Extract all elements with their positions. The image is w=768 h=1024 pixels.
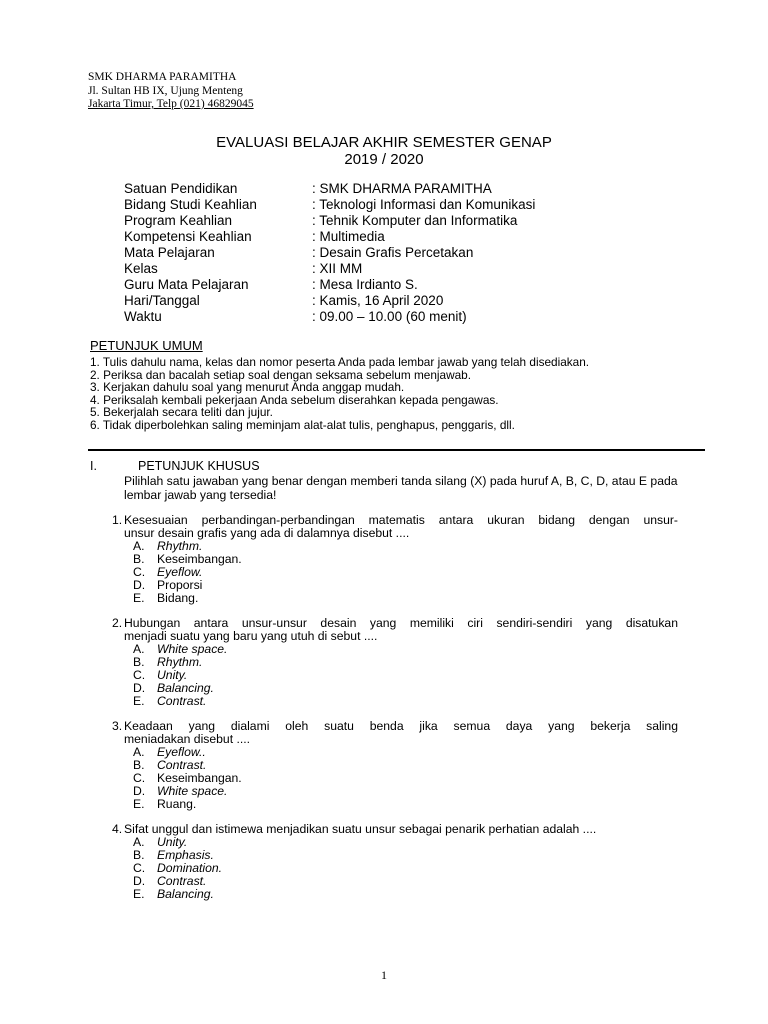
info-value: : Kamis, 16 April 2020 — [312, 293, 444, 308]
option-text: Eyeflow.. — [157, 745, 206, 759]
option-letter: B. — [133, 757, 145, 772]
question-text: meniadakan disebut .... — [124, 732, 251, 746]
answer-option — [112, 746, 678, 759]
option-text: Keseimbangan. — [157, 551, 242, 566]
school-address-street: Jl. Sultan HB IX, Ujung Menteng — [88, 84, 243, 97]
info-label: Bidang Studi Keahlian — [124, 197, 257, 212]
option-text: White space. — [157, 783, 228, 798]
question-1 — [112, 514, 678, 604]
option-text: Rhythm. — [157, 539, 203, 553]
question-text-line — [112, 823, 678, 836]
section-divider — [88, 449, 705, 451]
option-text: Rhythm. — [157, 654, 203, 669]
general-instruction-item: 2. Periksa dan bacalah setiap soal dengan seksama sebelum menjawab. — [90, 367, 472, 382]
general-instruction-item: 1. Tulis dahulu nama, kelas dan nomor peserta Anda pada lembar jawab yang telah disediakan. — [90, 355, 590, 369]
info-value: : Mesa Irdianto S. — [312, 277, 418, 292]
question-text: Hubungan antara unsur-unsur desain yang memiliki ciri sendiri-sendiri yang disatukan — [124, 616, 678, 630]
answer-option — [112, 798, 678, 811]
option-text: Contrast. — [157, 693, 207, 708]
option-letter: C. — [133, 860, 146, 875]
option-letter: C. — [133, 770, 146, 785]
question-number: 2. — [112, 616, 123, 630]
option-letter: D. — [133, 783, 146, 798]
question-number: 1. — [112, 513, 123, 527]
option-text: Bidang. — [157, 590, 199, 605]
special-instructions-text: Pilihlah satu jawaban yang benar dengan memberi tanda silang (X) pada huruf A, B, C, D, atau E pada lembar jawab yang tersedia! — [124, 474, 678, 502]
question-2 — [112, 617, 678, 707]
answer-option — [112, 888, 678, 901]
answer-option — [112, 785, 678, 798]
info-label: Kelas — [124, 261, 158, 276]
exam-year: 2019 / 2020 — [344, 151, 424, 168]
option-letter: B. — [133, 551, 145, 566]
info-label: Waktu — [124, 309, 162, 324]
answer-option — [112, 592, 678, 605]
info-value: : Teknologi Informasi dan Komunikasi — [312, 197, 536, 212]
answer-option — [112, 695, 678, 708]
info-label: Satuan Pendidikan — [124, 181, 238, 196]
question-4 — [112, 823, 678, 900]
general-instruction-item: 4. Periksalah kembali pekerjaan Anda sebelum diserahkan kepada pengawas. — [90, 392, 499, 407]
info-value: : SMK DHARMA PARAMITHA — [312, 181, 492, 196]
page-number: 1 — [381, 968, 387, 982]
general-instruction-item: 5. Bekerjalah secara teliti dan jujur. — [90, 405, 273, 420]
question-text: unsur desain grafis yang ada di dalamnya disebut .... — [124, 526, 410, 540]
answer-option — [112, 759, 678, 772]
option-letter: E. — [133, 796, 145, 811]
option-letter: A. — [133, 835, 145, 849]
answer-option — [112, 836, 678, 849]
info-value: : 09.00 – 10.00 (60 menit) — [312, 309, 467, 324]
option-text: Eyeflow. — [157, 564, 203, 579]
answer-option — [112, 669, 678, 682]
option-letter: A. — [133, 539, 145, 553]
option-text: Ruang. — [157, 796, 197, 811]
section-number: I. — [90, 459, 97, 473]
answer-option — [112, 553, 678, 566]
option-letter: E. — [133, 693, 145, 708]
info-label: Guru Mata Pelajaran — [124, 277, 249, 292]
info-value: : Multimedia — [312, 229, 385, 244]
option-letter: C. — [133, 564, 146, 579]
option-text: Balancing. — [157, 680, 214, 695]
option-letter: E. — [133, 590, 145, 605]
option-letter: D. — [133, 577, 146, 592]
option-text: Contrast. — [157, 873, 207, 888]
option-letter: A. — [133, 745, 145, 759]
option-text: Keseimbangan. — [157, 770, 242, 785]
option-text: Emphasis. — [157, 847, 214, 862]
answer-option — [112, 772, 678, 785]
option-text: Unity. — [157, 835, 188, 849]
question-text: Kesesuaian perbandingan-perbandingan matematis antara ukuran bidang dengan unsur- — [124, 513, 678, 527]
answer-option — [112, 579, 678, 592]
option-text: White space. — [157, 642, 228, 656]
question-text: menjadi suatu yang baru yang utuh di sebut .... — [124, 629, 378, 643]
option-letter: D. — [133, 680, 146, 695]
answer-option — [112, 656, 678, 669]
question-text: Keadaan yang dialami oleh suatu benda jika semua daya yang bekerja saling — [124, 719, 678, 733]
info-label: Mata Pelajaran — [124, 245, 215, 260]
exam-title: EVALUASI BELAJAR AKHIR SEMESTER GENAP — [216, 134, 552, 151]
option-letter: C. — [133, 667, 146, 682]
info-value: : Desain Grafis Percetakan — [312, 245, 474, 260]
option-letter: D. — [133, 873, 146, 888]
general-instructions-title: PETUNJUK UMUM — [90, 338, 203, 353]
answer-option — [112, 643, 678, 656]
question-number: 3. — [112, 719, 123, 733]
school-header — [88, 71, 254, 112]
question-number: 4. — [112, 822, 123, 836]
info-label: Kompetensi Keahlian — [124, 229, 252, 244]
answer-option — [112, 566, 678, 579]
option-letter: B. — [133, 654, 145, 669]
special-instructions-title: PETUNJUK KHUSUS — [138, 459, 260, 473]
info-value: : XII MM — [312, 261, 363, 276]
question-3 — [112, 720, 678, 810]
option-text: Domination. — [157, 860, 223, 875]
school-address-city-phone: Jakarta Timur, Telp (021) 46829045 — [88, 98, 254, 110]
answer-option — [112, 540, 678, 553]
option-letter: B. — [133, 847, 145, 862]
info-value: : Tehnik Komputer dan Informatika — [312, 213, 518, 228]
option-text: Unity. — [157, 667, 188, 682]
info-label: Hari/Tanggal — [124, 293, 200, 308]
question-text: Sifat unggul dan istimewa menjadikan suatu unsur sebagai penarik perhatian adalah .... — [124, 822, 597, 836]
general-instruction-item: 6. Tidak diperbolehkan saling meminjam alat-alat tulis, penghapus, penggaris, dll. — [90, 417, 515, 432]
answer-option — [112, 875, 678, 888]
answer-option — [112, 849, 678, 862]
option-text: Contrast. — [157, 757, 207, 772]
answer-option — [112, 682, 678, 695]
info-label: Program Keahlian — [124, 213, 233, 228]
general-instruction-item: 3. Kerjakan dahulu soal yang menurut Anda anggap mudah. — [90, 380, 405, 395]
answer-option — [112, 862, 678, 875]
option-letter: E. — [133, 886, 145, 901]
option-text: Proporsi — [157, 577, 203, 592]
option-letter: A. — [133, 642, 145, 656]
option-text: Balancing. — [157, 886, 214, 901]
school-name: SMK DHARMA PARAMITHA — [88, 71, 237, 83]
general-instructions-list — [90, 356, 589, 432]
